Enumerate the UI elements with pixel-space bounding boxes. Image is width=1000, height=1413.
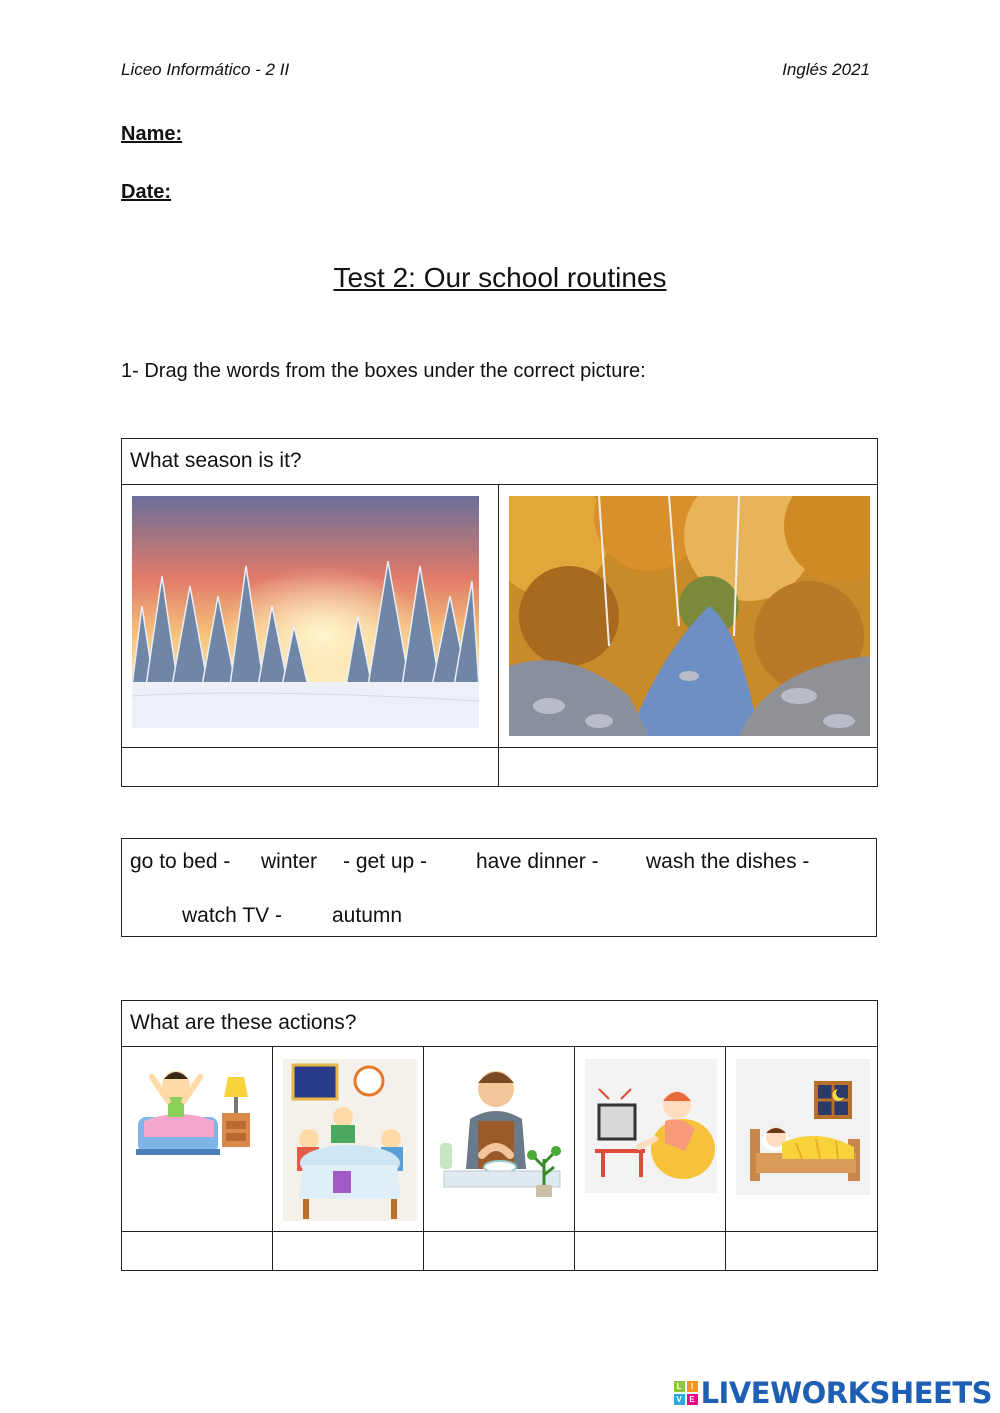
have-dinner-picture	[283, 1059, 417, 1221]
page-title: Test 2: Our school routines	[333, 262, 667, 293]
word-wash-the-dishes[interactable]: wash the dishes -	[646, 850, 810, 873]
logo-badge-letter: I	[687, 1381, 698, 1392]
wash-dishes-picture	[436, 1059, 566, 1199]
logo-badge	[674, 1381, 698, 1405]
watch-tv-picture	[585, 1059, 717, 1193]
word-have-dinner[interactable]: have dinner -	[476, 850, 599, 873]
action-answer-slot[interactable]	[575, 1232, 726, 1271]
autumn-picture	[509, 496, 870, 736]
season-picture-cell	[499, 485, 878, 748]
word-bank	[121, 838, 877, 937]
logo-badge-letter: E	[687, 1394, 698, 1405]
word-autumn[interactable]: autumn	[332, 904, 403, 927]
word-get-up[interactable]: - get up -	[343, 850, 428, 873]
season-table	[121, 438, 878, 787]
logo-text: LIVEWORKSHEETS	[700, 1376, 992, 1410]
name-label: Name:	[121, 123, 183, 145]
action-picture-cell	[726, 1047, 878, 1232]
date-label: Date:	[121, 181, 172, 203]
action-picture-cell	[273, 1047, 424, 1232]
word-watch-tv[interactable]: watch TV -	[182, 904, 282, 927]
winter-picture	[132, 496, 479, 728]
header-school: Liceo Informático - 2 II	[121, 60, 290, 79]
season-answer-slot[interactable]	[122, 748, 499, 787]
word-winter[interactable]: winter	[261, 850, 318, 873]
season-picture-cell	[122, 485, 499, 748]
get-up-picture	[134, 1057, 262, 1167]
actions-table	[121, 1000, 878, 1271]
instruction-text: 1- Drag the words from the boxes under the correct picture:	[121, 360, 646, 382]
action-answer-slot[interactable]	[726, 1232, 878, 1271]
action-answer-slot[interactable]	[122, 1232, 273, 1271]
logo-badge-letter: V	[674, 1394, 685, 1405]
action-picture-cell	[424, 1047, 575, 1232]
season-table-heading: What season is it?	[122, 439, 878, 485]
action-picture-cell	[575, 1047, 726, 1232]
word-go-to-bed[interactable]: go to bed -	[130, 850, 231, 873]
action-answer-slot[interactable]	[273, 1232, 424, 1271]
actions-table-heading: What are these actions?	[122, 1001, 878, 1047]
action-answer-slot[interactable]	[424, 1232, 575, 1271]
liveworksheets-logo	[674, 1376, 992, 1410]
action-picture-cell	[122, 1047, 273, 1232]
header-course: Inglés 2021	[782, 60, 870, 79]
logo-badge-letter: L	[674, 1381, 685, 1392]
go-to-bed-picture	[736, 1059, 870, 1195]
season-answer-slot[interactable]	[499, 748, 878, 787]
